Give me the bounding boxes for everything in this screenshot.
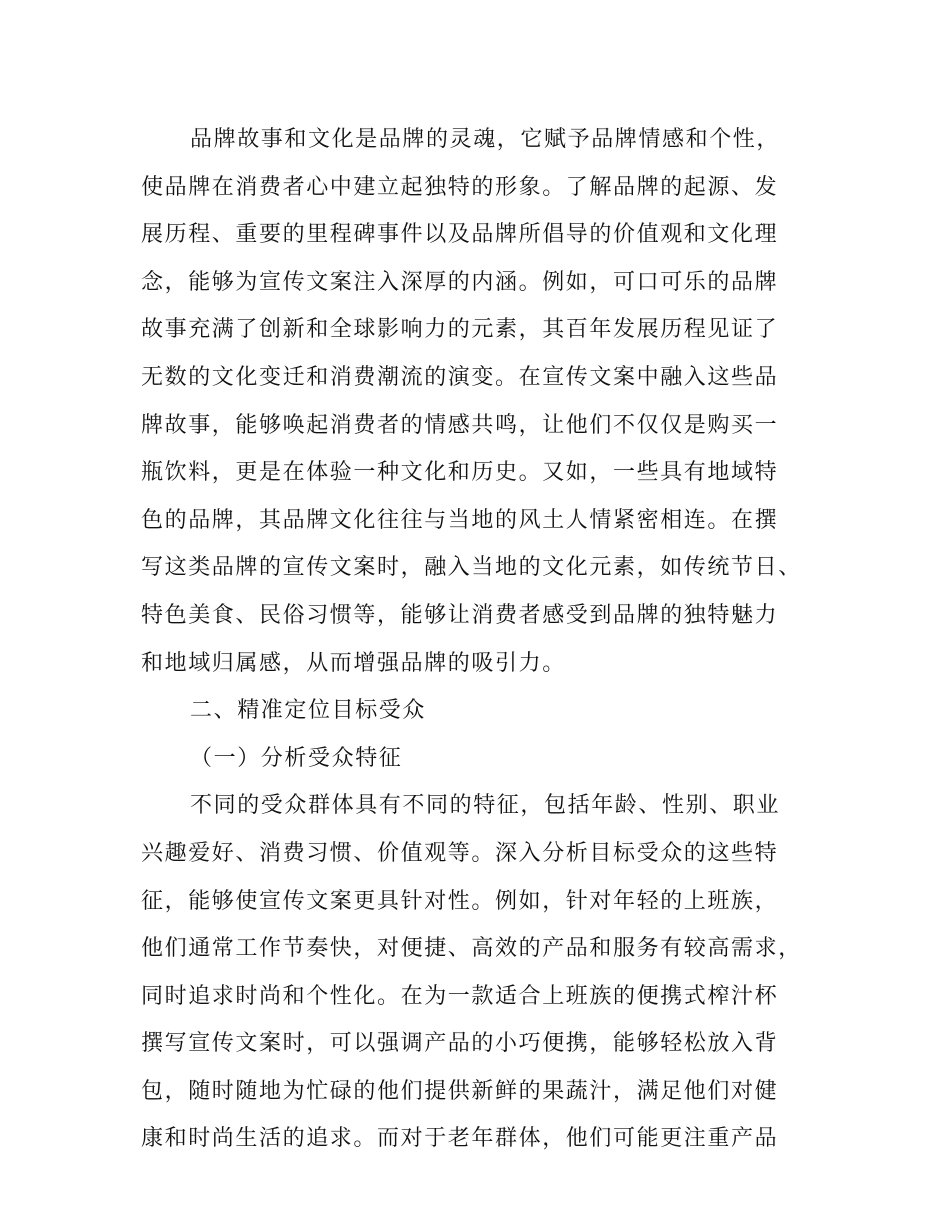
paragraph-line: 兴趣爱好、消费习惯、价值观等。深入分析目标受众的这些特 [141,840,779,866]
paragraph-line: 展历程、重要的里程碑事件以及品牌所倡导的价值观和文化理 [141,222,779,248]
paragraph-line: 征，能够使宣传文案更具针对性。例如，针对年轻的上班族， [141,888,779,914]
paragraph-line: 无数的文化变迁和消费潮流的演变。在宣传文案中融入这些品 [141,364,779,390]
document-page [141,120,841,1167]
paragraph-line: 特色美食、民俗习惯等，能够让消费者感受到品牌的独特魅力 [141,602,779,628]
paragraph-line: 不同的受众群体具有不同的特征，包括年龄、性别、职业 [190,793,781,819]
paragraph-line: 品牌故事和文化是品牌的灵魂，它赋予品牌情感和个性， [190,127,781,152]
paragraph-line: 写这类品牌的宣传文案时，融入当地的文化元素，如传统节日、 [141,555,802,581]
paragraph-line: 牌故事，能够唤起消费者的情感共鸣，让他们不仅仅是购买一 [141,412,779,438]
paragraph-line: 撰写宣传文案时，可以强调产品的小巧便携，能够轻松放入背 [141,1031,779,1057]
paragraph-line: 康和时尚生活的追求。而对于老年群体，他们可能更注重产品 [141,1126,779,1152]
paragraph-line: 使品牌在消费者心中建立起独特的形象。了解品牌的起源、发 [141,174,779,200]
paragraph-line: 瓶饮料，更是在体验一种文化和历史。又如，一些具有地域特 [141,460,779,486]
paragraph-line: 他们通常工作节奏快，对便捷、高效的产品和服务有较高需求， [141,936,802,962]
paragraph-line: 同时追求时尚和个性化。在为一款适合上班族的便携式榨汁杯 [141,983,779,1009]
paragraph-line: 和地域归属感，从而增强品牌的吸引力。 [141,650,566,676]
paragraph-line: 包，随时随地为忙碌的他们提供新鲜的果蔬汁，满足他们对健 [141,1078,779,1104]
section-heading: 二、精准定位目标受众 [190,698,427,724]
paragraph-line: 色的品牌，其品牌文化往往与当地的风土人情紧密相连。在撰 [141,507,779,533]
paragraph-line: 故事充满了创新和全球影响力的元素，其百年发展历程见证了 [141,317,779,343]
paragraph-line: 念，能够为宣传文案注入深厚的内涵。例如，可口可乐的品牌 [141,269,779,295]
subsection-heading: （一）分析受众特征 [190,745,403,771]
